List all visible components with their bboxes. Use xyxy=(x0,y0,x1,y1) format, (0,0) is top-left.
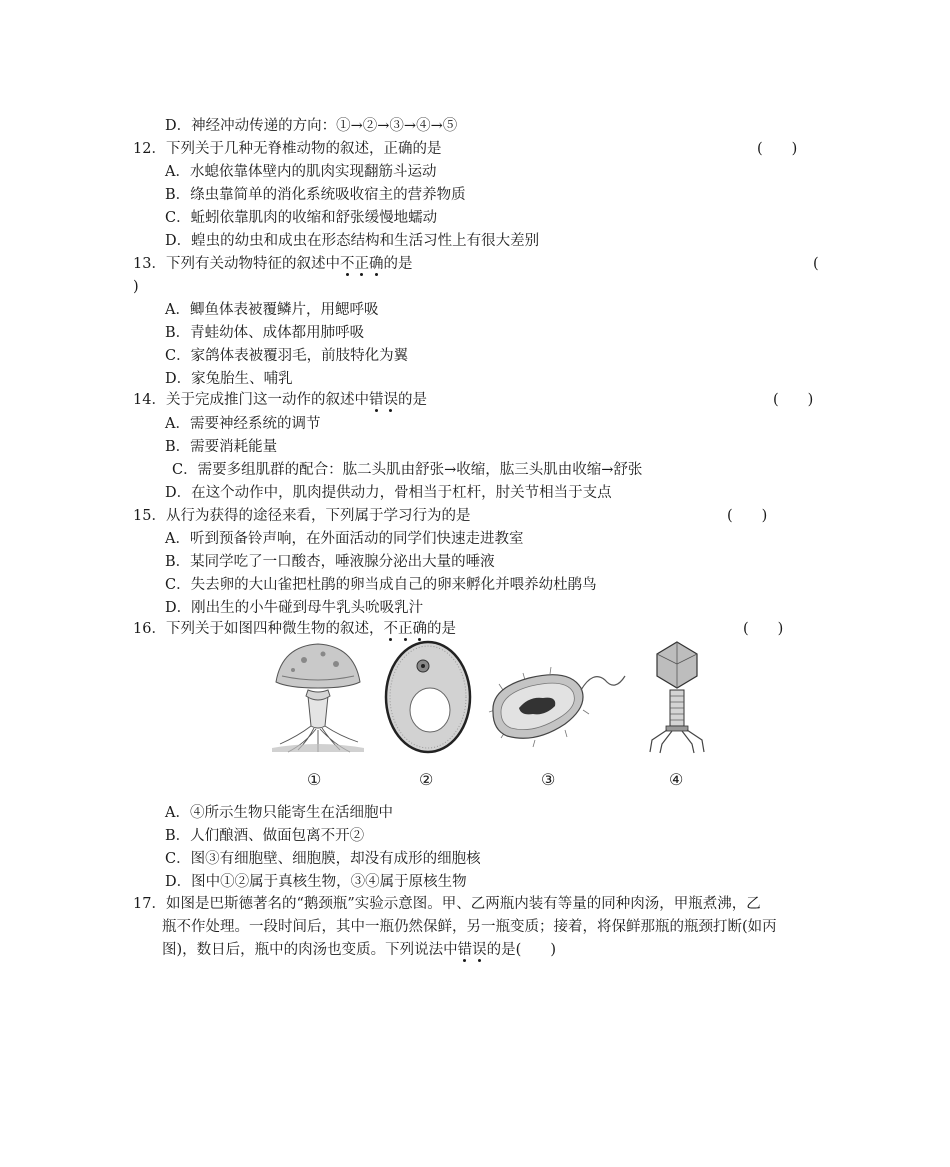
q12-answer-paren: ( ) xyxy=(757,141,798,157)
bacteriophage-illustration xyxy=(642,640,712,755)
q13-option-d: D．家兔胎生、哺乳 xyxy=(165,371,293,387)
q12-option-c: C．蚯蚓依靠肌肉的收缩和舒张缓慢地蠕动 xyxy=(165,210,438,226)
q13-stem: 13．下列有关动物特征的叙述中不正确的是 xyxy=(133,256,413,272)
q16-option-b: B．人们酿酒、做面包离不开② xyxy=(165,828,365,844)
q15-option-d: D．刚出生的小牛碰到母牛乳头吮吸乳汁 xyxy=(165,600,424,616)
q17-stem-line-2: 瓶不作处理。一段时间后，其中一瓶仍然保鲜，另一瓶变质；接着，将保鲜那瓶的瓶颈打断(如丙 xyxy=(162,919,777,935)
q15-option-b: B．某同学吃了一口酸杏，唾液腺分泌出大量的唾液 xyxy=(165,554,495,570)
q13-option-c: C．家鸽体表被覆羽毛，前肢特化为翼 xyxy=(165,348,409,364)
q16-answer-paren: ( ) xyxy=(743,621,784,637)
q13-paren-close: ) xyxy=(133,279,139,295)
q14-option-c: C．需要多组肌群的配合：肱二头肌由舒张→收缩，肱三头肌由收缩→舒张 xyxy=(172,462,643,478)
q14-option-a: A．需要神经系统的调节 xyxy=(165,416,321,432)
q15-option-a: A．听到预备铃声响，在外面活动的同学们快速走进教室 xyxy=(165,531,524,547)
q15-option-c: C．失去卵的大山雀把杜鹃的卵当成自己的卵来孵化并喂养幼杜鹃鸟 xyxy=(165,577,597,593)
figure-label-3: ③ xyxy=(541,770,556,789)
q16-option-c: C．图③有细胞壁、细胞膜，却没有成形的细胞核 xyxy=(165,851,481,867)
q14-option-d: D．在这个动作中，肌肉提供动力，骨相当于杠杆，肘关节相当于支点 xyxy=(165,485,612,501)
q16-option-d: D．图中①②属于真核生物，③④属于原核生物 xyxy=(165,874,467,890)
bacterium-illustration xyxy=(485,640,635,755)
q16-option-a: A．④所示生物只能寄生在活细胞中 xyxy=(165,805,393,821)
q15-answer-paren: ( ) xyxy=(727,508,768,524)
q13-option-a: A．鲫鱼体表被覆鳞片，用鳃呼吸 xyxy=(165,302,379,318)
mushroom-illustration xyxy=(268,640,368,755)
q12-option-b: B．绦虫靠简单的消化系统吸收宿主的营养物质 xyxy=(165,187,466,203)
q13-option-b: B．青蛙幼体、成体都用肺呼吸 xyxy=(165,325,365,341)
q16-stem: 16．下列关于如图四种微生物的叙述，不正确的是 xyxy=(133,621,456,637)
figure-label-4: ④ xyxy=(669,770,684,789)
q13-paren-open: ( xyxy=(813,256,819,272)
q17-stem-line-1: 17．如图是巴斯德著名的“鹅颈瓶”实验示意图。甲、乙两瓶内装有等量的同种肉汤，甲瓶煮沸，乙 xyxy=(133,896,761,912)
q14-answer-paren: ( ) xyxy=(773,392,814,408)
q14-stem: 14．关于完成推门这一动作的叙述中错误的是 xyxy=(133,392,427,408)
figure-label-1: ① xyxy=(307,770,322,789)
q12-option-d: D．蝗虫的幼虫和成虫在形态结构和生活习性上有很大差别 xyxy=(165,233,540,249)
q14-option-b: B．需要消耗能量 xyxy=(165,439,278,455)
q11-option-d: D．神经冲动传递的方向：①→②→③→④→⑤ xyxy=(165,118,458,134)
figure-label-2: ② xyxy=(419,770,434,789)
q12-option-a: A．水螅依靠体壁内的肌肉实现翻筋斗运动 xyxy=(165,164,437,180)
q12-stem: 12．下列关于几种无脊椎动物的叙述，正确的是 xyxy=(133,141,442,157)
q17-stem-line-3: 图)，数日后，瓶中的肉汤也变质。下列说法中错误的是( ) xyxy=(162,942,556,958)
q15-stem: 15．从行为获得的途径来看，下列属于学习行为的是 xyxy=(133,508,471,524)
yeast-cell-illustration xyxy=(383,640,473,755)
